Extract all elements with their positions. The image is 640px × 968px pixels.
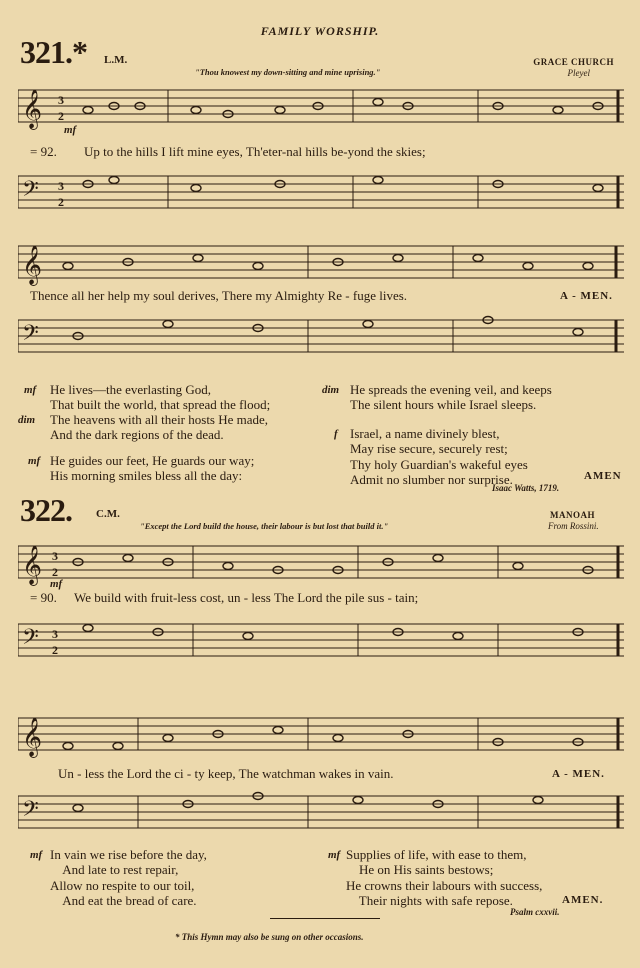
verse-dynamic: dim (322, 384, 340, 396)
svg-text:𝄞: 𝄞 (22, 245, 43, 285)
svg-text:3: 3 (58, 93, 64, 107)
svg-text:𝄞: 𝄞 (22, 545, 43, 585)
scripture-quote: "Except the Lord build the house, their labour is but lost that build it." (140, 521, 389, 531)
verse-dynamic: mf (28, 455, 41, 467)
svg-text:𝄢: 𝄢 (22, 321, 39, 351)
verse-text: Israel, a name divinely blest, May rise secure, securely rest; Thy holy Guardian's wakeful eyes Admit no slumber nor surprise. (350, 426, 528, 488)
verse-text: He lives—the everlasting God, That built the world, that spread the flood; (50, 382, 271, 413)
hymn-number: 322. (20, 492, 72, 528)
footnote: * This Hymn may also be sung on other occasions. (175, 932, 364, 942)
svg-text:3: 3 (52, 627, 58, 641)
bass-staff (18, 162, 624, 218)
verse-text: Supplies of life, with ease to them, He on His saints bestows; He crowns their labours with success, Their nights with safe repose. (346, 847, 543, 909)
hymn-meter: C.M. (96, 508, 120, 520)
composer: Pleyel (567, 68, 590, 78)
svg-text:2: 2 (52, 565, 58, 579)
verse-amen: AMEN. (562, 894, 604, 906)
amen-label: A - MEN. (552, 768, 605, 780)
verse-dynamic: dim (18, 414, 36, 426)
svg-text:3: 3 (58, 179, 64, 193)
verse-text: He guides our feet, He guards our way; His morning smiles bless all the day: (50, 453, 255, 484)
tune-name: MANOAH (550, 510, 595, 520)
verse-dynamic: mf (328, 849, 341, 861)
lyric-line: Un - less the Lord the ci - ty keep, The watchman wakes in vain. (58, 766, 394, 781)
metronome-mark: = 92. (30, 144, 57, 159)
lyric-line: Up to the hills I lift mine eyes, Th'eter-nal hills be-yond the skies; (84, 144, 426, 159)
verse-amen: AMEN (584, 470, 622, 482)
verse-text: The heavens with all their hosts He made, And the dark regions of the dead. (50, 412, 269, 443)
svg-text:2: 2 (58, 109, 64, 123)
svg-text:𝄞: 𝄞 (22, 717, 43, 757)
divider (270, 918, 380, 919)
bass-staff (18, 306, 624, 362)
hymn-number: 321.* (20, 34, 87, 70)
svg-text:2: 2 (52, 643, 58, 657)
author: Isaac Watts, 1719. (492, 483, 560, 493)
treble-staff (18, 236, 624, 292)
composer: From Rossini. (548, 521, 599, 531)
author: Psalm cxxvii. (510, 907, 560, 917)
verse-text: He spreads the evening veil, and keeps The silent hours while Israel sleeps. (350, 382, 552, 413)
treble-staff (18, 536, 624, 592)
bass-staff (18, 610, 624, 666)
tune-name: GRACE CHURCH (533, 57, 614, 67)
amen-label: A - MEN. (560, 290, 613, 302)
bass-staff (18, 782, 624, 838)
verse-dynamic: mf (30, 849, 43, 861)
verse-text: In vain we rise before the day, And late to rest repair, Allow no respite to our toil, And eat the bread of care. (50, 847, 207, 909)
verse-dynamic: f (334, 428, 338, 440)
svg-text:2: 2 (58, 195, 64, 209)
svg-text:𝄢: 𝄢 (22, 797, 39, 827)
hymn-meter: L.M. (104, 54, 128, 66)
svg-text:𝄞: 𝄞 (22, 89, 43, 129)
verse-dynamic: mf (24, 384, 37, 396)
lyric-line: Thence all her help my soul derives, There my Almighty Re - fuge lives. (30, 288, 408, 303)
page-header: FAMILY WORSHIP. (260, 24, 380, 38)
svg-text:𝄢: 𝄢 (22, 625, 39, 655)
dynamic-mark: mf (50, 578, 63, 590)
dynamic-mark: mf (64, 124, 77, 136)
treble-staff (18, 708, 624, 764)
lyric-line: We build with fruit-less cost, un - less The Lord the pile sus - tain; (74, 590, 419, 605)
svg-text:3: 3 (52, 549, 58, 563)
scripture-quote: "Thou knowest my down-sitting and mine uprising." (195, 67, 381, 77)
svg-text:𝄢: 𝄢 (22, 177, 39, 207)
metronome-mark: = 90. (30, 590, 57, 605)
treble-staff (18, 80, 624, 140)
